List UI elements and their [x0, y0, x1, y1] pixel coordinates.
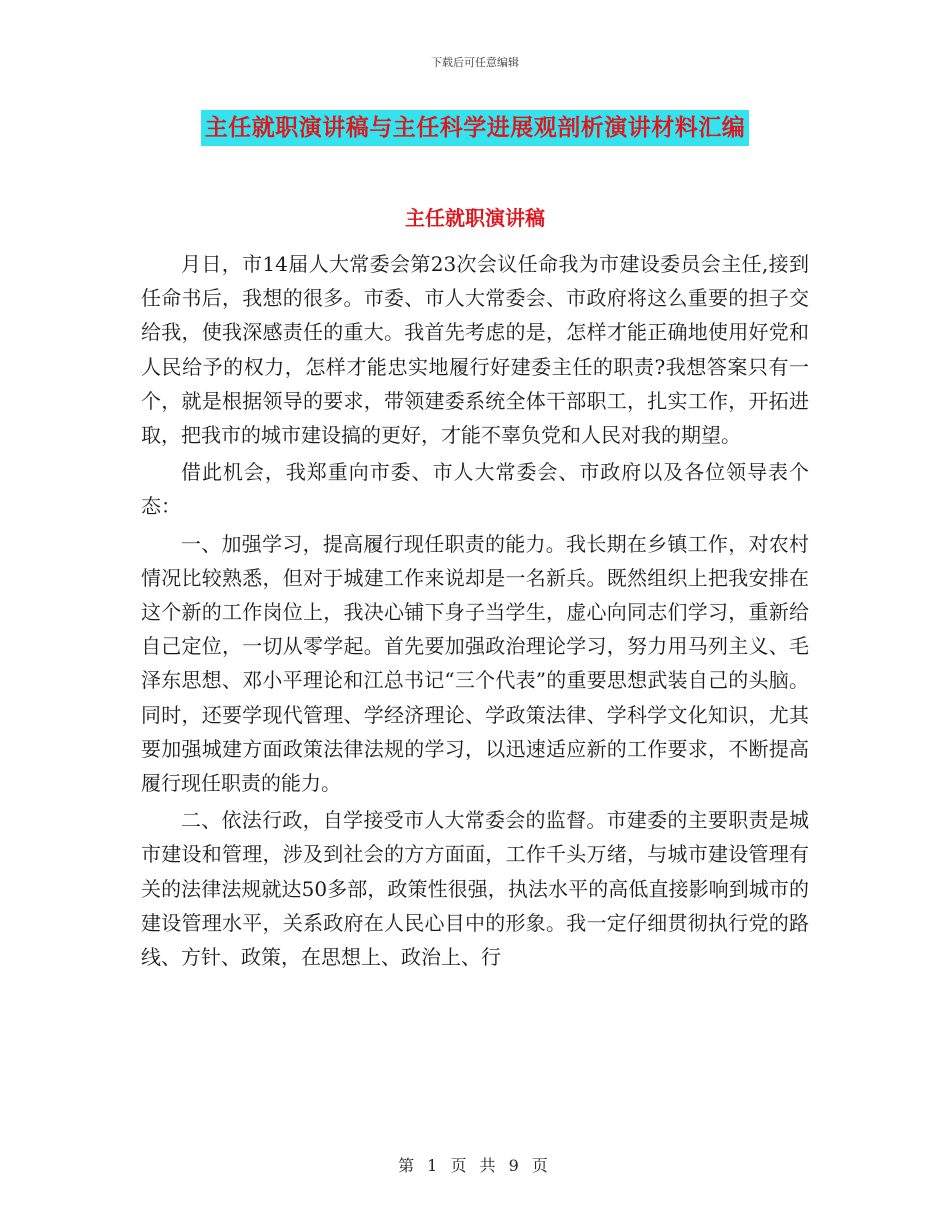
page-number-footer: 第 1 页 共 9 页 — [398, 1156, 552, 1175]
paragraph-point-two: 二、依法行政，自学接受市人大常委会的监督。市建委的主要职责是城市建设和管理，涉及到社会的方方面面，工作千头万绪，与城市建设管理有关的法律法规就达50多部，政策性很强，执法水平的高低直接影响到城市的建设管理水平，关系政府在人民心目中的形象。我一定仔细贯彻执行党的路线、方针、政策，在思想上、政治上、行 — [141, 808, 809, 970]
document-title: 主任就职演讲稿与主任科学进展观剖析演讲材料汇编 — [201, 110, 750, 146]
document-title-container — [0, 110, 950, 146]
paragraph-point-one: 一、加强学习，提高履行现任职责的能力。我长期在乡镇工作，对农村情况比较熟悉，但对于城建工作来说却是一名新兵。既然组织上把我安排在这个新的工作岗位上，我决心铺下身子当学生，虚心向同志们学习，重新给自己定位，一切从零学起。首先要加强政治理论学习，努力用马列主义、毛泽东思想、邓小平理论和江总书记“三个代表”的重要思想武装自己的头脑。同时，还要学现代管理、学经济理论、学政策法律、学科学文化知识，尤其要加强城建方面政策法律法规的学习，以迅速适应新的工作要求，不断提高履行现任职责的能力。 — [141, 531, 809, 796]
header-note: 下载后可任意编辑 — [431, 56, 519, 69]
paragraph-pledge-intro: 借此机会，我郑重向市委、市人大常委会、市政府以及各位领导表个态： — [141, 460, 809, 519]
section-title: 主任就职演讲稿 — [405, 206, 545, 230]
paragraph-appointment: 月日，市14届人大常委会第23次会议任命我为市建设委员会主任,接到任命书后，我想的很多。市委、市人大常委会、市政府将这么重要的担子交给我，使我深感责任的重大。我首先考虑的是，怎样才能正确地使用好党和人民给予的权力，怎样才能忠实地履行好建委主任的职责?我想答案只有一个，就是根据领导的要求，带领建委系统全体干部职工，扎实工作，开拓进取，把我市的城市建设搞的更好，才能不辜负党和人民对我的期望。 — [141, 252, 809, 448]
document-body — [141, 247, 809, 977]
